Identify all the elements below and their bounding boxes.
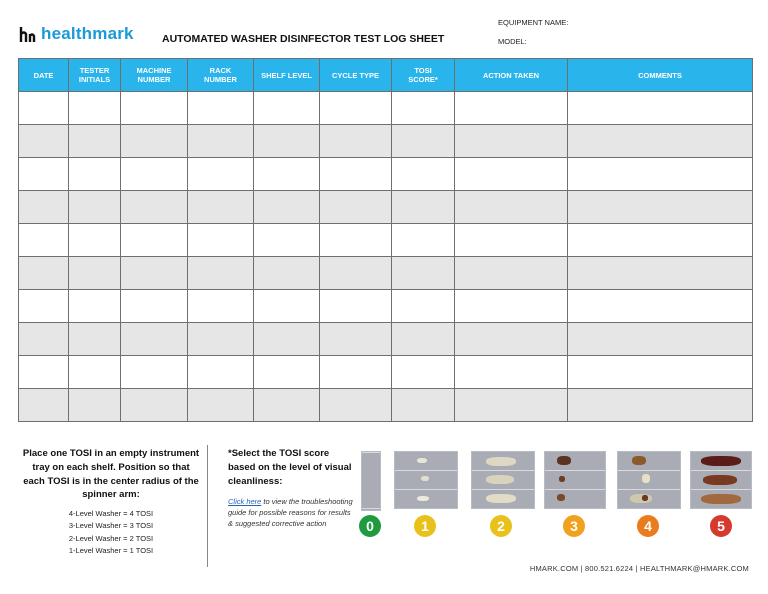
log-entry-cell[interactable] [392, 125, 455, 158]
logo-text: healthmark [41, 24, 134, 43]
table-row [19, 191, 753, 224]
log-entry-cell[interactable] [19, 290, 69, 323]
table-row [19, 290, 753, 323]
contact-footer: HMARK.COM | 800.521.6224 | HEALTHMARK@HMARK.COM [529, 564, 749, 573]
log-entry-cell[interactable] [320, 356, 392, 389]
tosi-score-scale [358, 451, 758, 546]
log-entry-cell[interactable] [188, 323, 254, 356]
log-entry-cell[interactable] [121, 323, 188, 356]
log-entry-cell[interactable] [455, 125, 568, 158]
log-entry-cell[interactable] [121, 125, 188, 158]
table-row [19, 92, 753, 125]
log-entry-cell[interactable] [254, 125, 320, 158]
section-divider [207, 445, 208, 567]
score-selection-guide [228, 447, 353, 530]
log-entry-cell[interactable] [121, 389, 188, 422]
table-row [19, 125, 753, 158]
score-badge-0: 0 [359, 515, 381, 537]
log-entry-cell[interactable] [320, 92, 392, 125]
log-entry-cell[interactable] [19, 224, 69, 257]
log-entry-cell[interactable] [254, 191, 320, 224]
model-label: MODEL: [498, 37, 527, 46]
column-header-rack-number [188, 59, 254, 92]
log-entry-cell[interactable] [188, 290, 254, 323]
column-header-label: SHELF LEVEL [261, 70, 312, 80]
log-entry-cell[interactable] [320, 125, 392, 158]
log-entry-cell[interactable] [455, 323, 568, 356]
score-badge-5: 5 [710, 515, 732, 537]
log-entry-cell[interactable] [121, 224, 188, 257]
tosi-score-5 [690, 451, 752, 509]
score-badge-4: 4 [637, 515, 659, 537]
log-entry-cell[interactable] [188, 125, 254, 158]
score-badge-2: 2 [490, 515, 512, 537]
tosi-strip-image-1 [394, 451, 458, 509]
log-entry-cell[interactable] [392, 191, 455, 224]
log-entry-cell[interactable] [320, 191, 392, 224]
washer-tosi-item: 1-Level Washer = 1 TOSI [68, 546, 154, 556]
log-entry-cell[interactable] [392, 356, 455, 389]
log-entry-cell[interactable] [69, 92, 121, 125]
column-header-machine-number [121, 59, 188, 92]
log-entry-cell[interactable] [392, 323, 455, 356]
column-header-comments [568, 59, 753, 92]
log-entry-cell[interactable] [121, 191, 188, 224]
washer-tosi-list [22, 508, 200, 558]
log-entry-cell[interactable] [69, 389, 121, 422]
placement-instructions [22, 447, 200, 558]
log-entry-cell[interactable] [568, 389, 753, 422]
table-row [19, 356, 753, 389]
table-row [19, 158, 753, 191]
log-entry-cell[interactable] [69, 224, 121, 257]
log-entry-cell[interactable] [254, 323, 320, 356]
log-entry-cell[interactable] [254, 389, 320, 422]
log-entry-cell[interactable] [320, 290, 392, 323]
log-entry-cell[interactable] [254, 257, 320, 290]
log-entry-cell[interactable] [188, 356, 254, 389]
column-header-label: TESTER INITIALS [78, 66, 111, 84]
log-entry-cell[interactable] [320, 257, 392, 290]
log-entry-cell[interactable] [568, 191, 753, 224]
log-entry-cell[interactable] [188, 191, 254, 224]
log-entry-cell[interactable] [568, 224, 753, 257]
test-log-table [18, 58, 753, 422]
log-entry-cell[interactable] [320, 224, 392, 257]
score-selection-heading: *Select the TOSI score based on the level of visual cleanliness: [228, 448, 352, 487]
log-entry-cell[interactable] [188, 389, 254, 422]
equipment-name-label: EQUIPMENT NAME: [498, 18, 569, 27]
log-entry-cell[interactable] [392, 158, 455, 191]
log-entry-cell[interactable] [320, 158, 392, 191]
log-entry-cell[interactable] [69, 356, 121, 389]
washer-tosi-item: 4-Level Washer = 4 TOSI [68, 509, 154, 519]
page-title: AUTOMATED WASHER DISINFECTOR TEST LOG SHEET [162, 33, 445, 45]
column-header-label: ACTION TAKEN [482, 70, 540, 80]
log-entry-cell[interactable] [455, 191, 568, 224]
healthmark-logo [18, 22, 134, 46]
log-entry-cell[interactable] [254, 356, 320, 389]
log-entry-cell[interactable] [455, 356, 568, 389]
log-entry-cell[interactable] [568, 125, 753, 158]
table-row [19, 257, 753, 290]
log-entry-cell[interactable] [69, 158, 121, 191]
log-entry-cell[interactable] [188, 224, 254, 257]
log-entry-cell[interactable] [254, 290, 320, 323]
log-entry-cell[interactable] [121, 290, 188, 323]
log-entry-cell[interactable] [188, 257, 254, 290]
log-entry-cell[interactable] [568, 290, 753, 323]
column-header-action-taken [455, 59, 568, 92]
column-header-cycle-type [320, 59, 392, 92]
log-entry-cell[interactable] [121, 158, 188, 191]
log-entry-cell[interactable] [19, 125, 69, 158]
column-header-label: COMMENTS [638, 70, 682, 80]
log-entry-cell[interactable] [455, 290, 568, 323]
tosi-score-3 [544, 451, 606, 509]
tosi-score-1 [394, 451, 458, 509]
score-badge-3: 3 [563, 515, 585, 537]
log-entry-cell[interactable] [455, 158, 568, 191]
log-entry-cell[interactable] [455, 389, 568, 422]
log-entry-cell[interactable] [320, 389, 392, 422]
log-entry-cell[interactable] [121, 257, 188, 290]
log-entry-cell[interactable] [19, 323, 69, 356]
log-entry-cell[interactable] [69, 323, 121, 356]
log-entry-cell[interactable] [392, 290, 455, 323]
column-header-label: MACHINE NUMBER [136, 66, 172, 84]
tosi-strip-image-2 [471, 451, 535, 509]
log-entry-cell[interactable] [19, 92, 69, 125]
log-entry-cell[interactable] [254, 224, 320, 257]
log-entry-cell[interactable] [19, 191, 69, 224]
column-header-label: CYCLE TYPE [331, 70, 380, 80]
tosi-score-0 [361, 451, 381, 511]
tosi-strip-image-0 [361, 451, 381, 511]
troubleshooting-note [228, 497, 353, 530]
log-entry-cell[interactable] [392, 389, 455, 422]
log-entry-cell[interactable] [455, 92, 568, 125]
placement-instructions-heading: Place one TOSI in an empty instrument tray on each shelf. Position so that each TOSI is in the center radius of the spinner arm: [22, 448, 200, 501]
washer-tosi-item: 2-Level Washer = 2 TOSI [68, 533, 154, 543]
log-entry-cell[interactable] [69, 290, 121, 323]
log-entry-cell[interactable] [568, 257, 753, 290]
log-entry-cell[interactable] [568, 158, 753, 191]
log-entry-cell[interactable] [392, 257, 455, 290]
tosi-strip-image-3 [544, 451, 606, 509]
table-body [19, 92, 753, 422]
log-entry-cell[interactable] [188, 158, 254, 191]
log-entry-cell[interactable] [69, 257, 121, 290]
column-header-tosi-score [392, 59, 455, 92]
washer-tosi-item: 3-Level Washer = 3 TOSI [68, 521, 154, 531]
tosi-score-4 [617, 451, 681, 509]
log-entry-cell[interactable] [320, 323, 392, 356]
healthmark-logo-icon [18, 24, 38, 44]
troubleshooting-guide-link[interactable]: Click here [228, 497, 262, 507]
log-entry-cell[interactable] [568, 323, 753, 356]
log-entry-cell[interactable] [254, 158, 320, 191]
log-entry-cell[interactable] [19, 158, 69, 191]
column-header-shelf-level [254, 59, 320, 92]
log-entry-cell[interactable] [568, 356, 753, 389]
log-entry-cell[interactable] [121, 92, 188, 125]
log-entry-cell[interactable] [568, 92, 753, 125]
table-row [19, 389, 753, 422]
log-entry-cell[interactable] [69, 191, 121, 224]
table-row [19, 224, 753, 257]
log-entry-cell[interactable] [188, 92, 254, 125]
column-header-tester-initials [69, 59, 121, 92]
log-entry-cell[interactable] [19, 389, 69, 422]
table-row [19, 323, 753, 356]
log-entry-cell[interactable] [392, 224, 455, 257]
tosi-strip-image-5 [690, 451, 752, 509]
column-header-date [19, 59, 69, 92]
table-header-row [19, 59, 753, 92]
log-entry-cell[interactable] [455, 224, 568, 257]
column-header-label: RACK NUMBER [204, 66, 237, 84]
log-entry-cell[interactable] [254, 92, 320, 125]
tosi-strip-image-4 [617, 451, 681, 509]
log-entry-cell[interactable] [19, 257, 69, 290]
log-entry-cell[interactable] [19, 356, 69, 389]
score-badge-1: 1 [414, 515, 436, 537]
log-entry-cell[interactable] [121, 356, 188, 389]
log-entry-cell[interactable] [392, 92, 455, 125]
column-header-label: TOSI SCORE* [408, 66, 438, 84]
log-entry-cell[interactable] [455, 257, 568, 290]
tosi-score-2 [471, 451, 535, 509]
troubleshooting-note-text: to view the troubleshooting guide for possible reasons for results & suggested corrective action [228, 497, 353, 529]
column-header-label: DATE [33, 70, 54, 80]
log-entry-cell[interactable] [69, 125, 121, 158]
